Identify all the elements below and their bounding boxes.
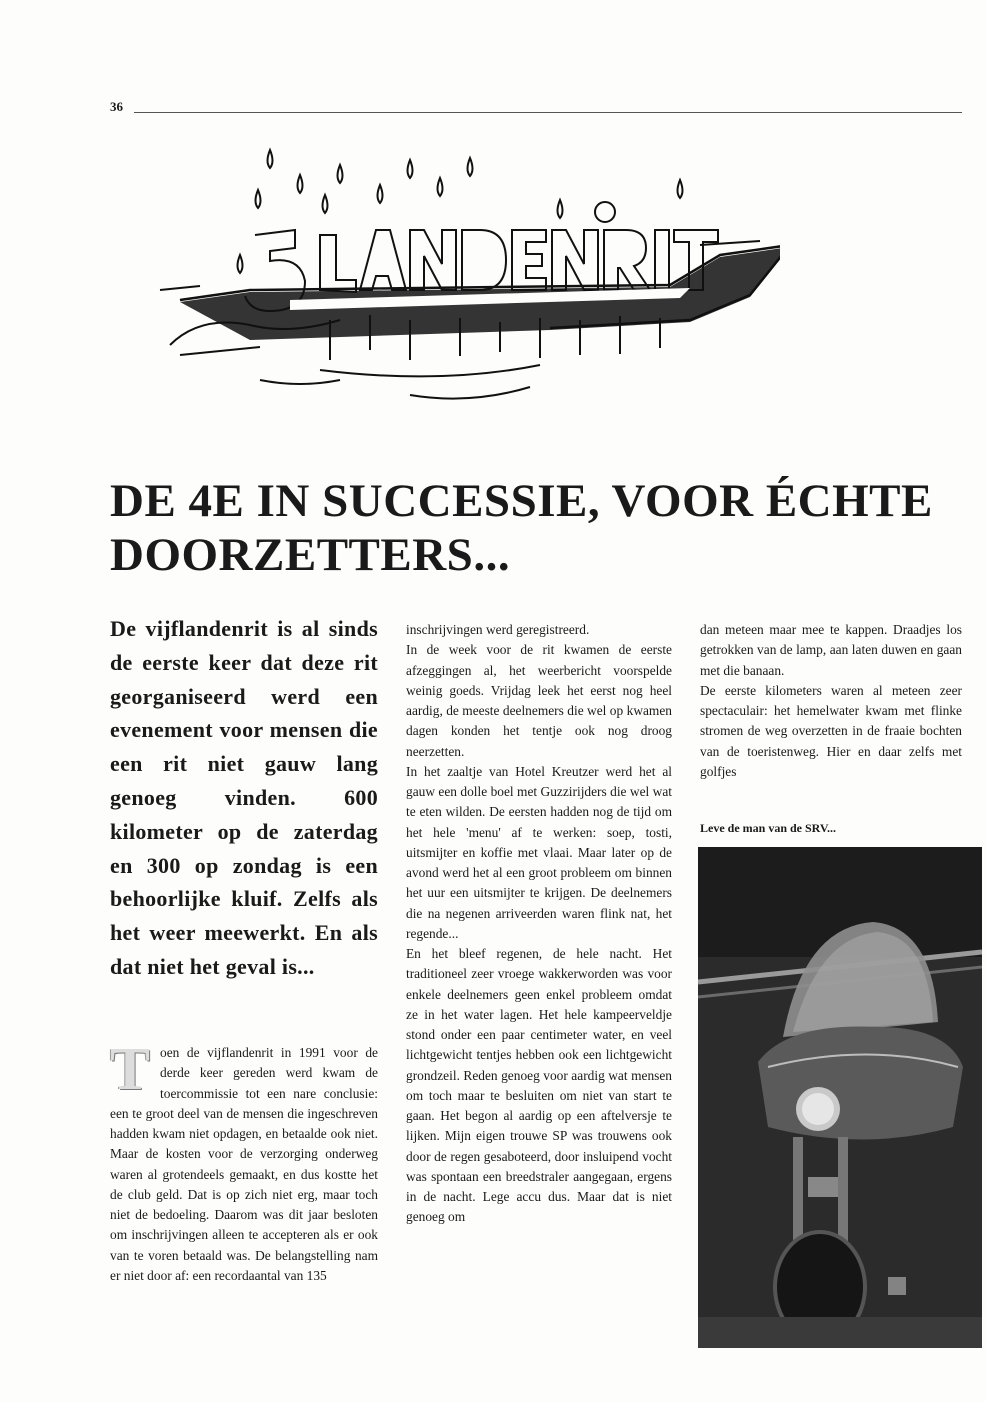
page-number: 36 bbox=[110, 99, 123, 114]
photo-caption: Leve de man van de SRV... bbox=[700, 821, 837, 835]
article-intro: De vijflandenrit is al sinds de eerste keer dat deze rit georganiseerd werd een evenement voor mensen die een rit niet gauw lang genoeg vinden. 600 kilometer op de zaterdag en 300 op zondag is een behoorlijke kluif. Zelfs als het weer meewerkt. En als dat niet het geval is... bbox=[110, 616, 378, 979]
paragraph: In de week voor de rit kwamen de eerste afzeggingen al, het weerbericht voorspelde weinig goeds. Vrijdag leek het eerst nog heel aardig, de meeste deelnemers die wel op kwamen dagen konden het tentje ook nog droog neerzetten. bbox=[406, 642, 672, 759]
header-rule bbox=[134, 112, 962, 113]
paragraph: In het zaaltje van Hotel Kreutzer werd het al gauw een dolle boel met Guzzirijders die wel wat te eten wilden. De eersten hadden nog de tijd om het hele 'menu' af te werken: soep, tosti, uitsmijter en koffie met vlaai. Maar later op de avond werd het al een groot probleem om binnen het uur een uitsmijter te krijgen. De deelnemers die na negenen arriveerden waren flink nat, het regende... bbox=[406, 763, 672, 941]
paragraph: De eerste kilometers waren al meteen zeer spectaculair: het hemelwater kwam met flinke stromen de weg overzetten in de fraaie bochten van de toeristenweg. Hier en daar zelfs met golfjes bbox=[700, 682, 962, 779]
body-column-1 bbox=[110, 1036, 378, 1286]
paragraph: inschrijvingen werd geregistreerd. bbox=[406, 622, 590, 637]
body-column-3 bbox=[700, 620, 962, 782]
body-column-2 bbox=[406, 620, 672, 1350]
landenrit-logo-illustration bbox=[140, 140, 780, 415]
paragraph: En het bleef regenen, de hele nacht. Het traditioneel zeer vroege wakkerworden was voor enkele deelnemers geen enkel probleem omdat ze in het water lagen. Het hele kampeerveldje stond onder een paar centimeter water, en veel lichtgewicht tentjes hebben ook een lichtgewicht grondzeil. Reden genoeg voor aardig wat mensen om toch maar te besluiten om niet van start te gaan. Het begon al aardig op een aftelversje te lijken. Mijn eigen trouwe SP was trouwens ook door de regen gesaboteerd, door insluipend vocht was spontaan een breedstraler aangegaan, ergens in de nacht. Lege accu dus. Maar dat is niet genoeg om bbox=[406, 946, 672, 1225]
body-text: oen de vijflandenrit in 1991 voor de derde keer gereden werd kwam de toercommissie tot een nare conclusie: een te groot deel van de mensen die ingeschreven hadden kwam niet opdagen, en betaalde ook niet. Maar de kosten voor de verzorging onderweg waren al grotendeels gemaakt, en dus kostte het de club geld. Dat is op zich niet erg, maar toch niet de bedoeling. Daarom was dit jaar besloten om inschrijvingen alleen te accepteren als er ook van te voren betaald was. De belangstelling nam er niet door af: een recordaantal van 135 bbox=[110, 1045, 378, 1283]
paragraph: dan meteen maar mee te kappen. Draadjes los getrokken van de lamp, aan laten duwen en gaan met die banaan. bbox=[700, 622, 962, 678]
motorcycle-photo bbox=[698, 847, 982, 1348]
article-headline: DE 4E IN SUCCESSIE, VOOR ÉCHTE DOORZETTERS... bbox=[110, 475, 933, 581]
drop-cap: T bbox=[110, 1036, 151, 1102]
